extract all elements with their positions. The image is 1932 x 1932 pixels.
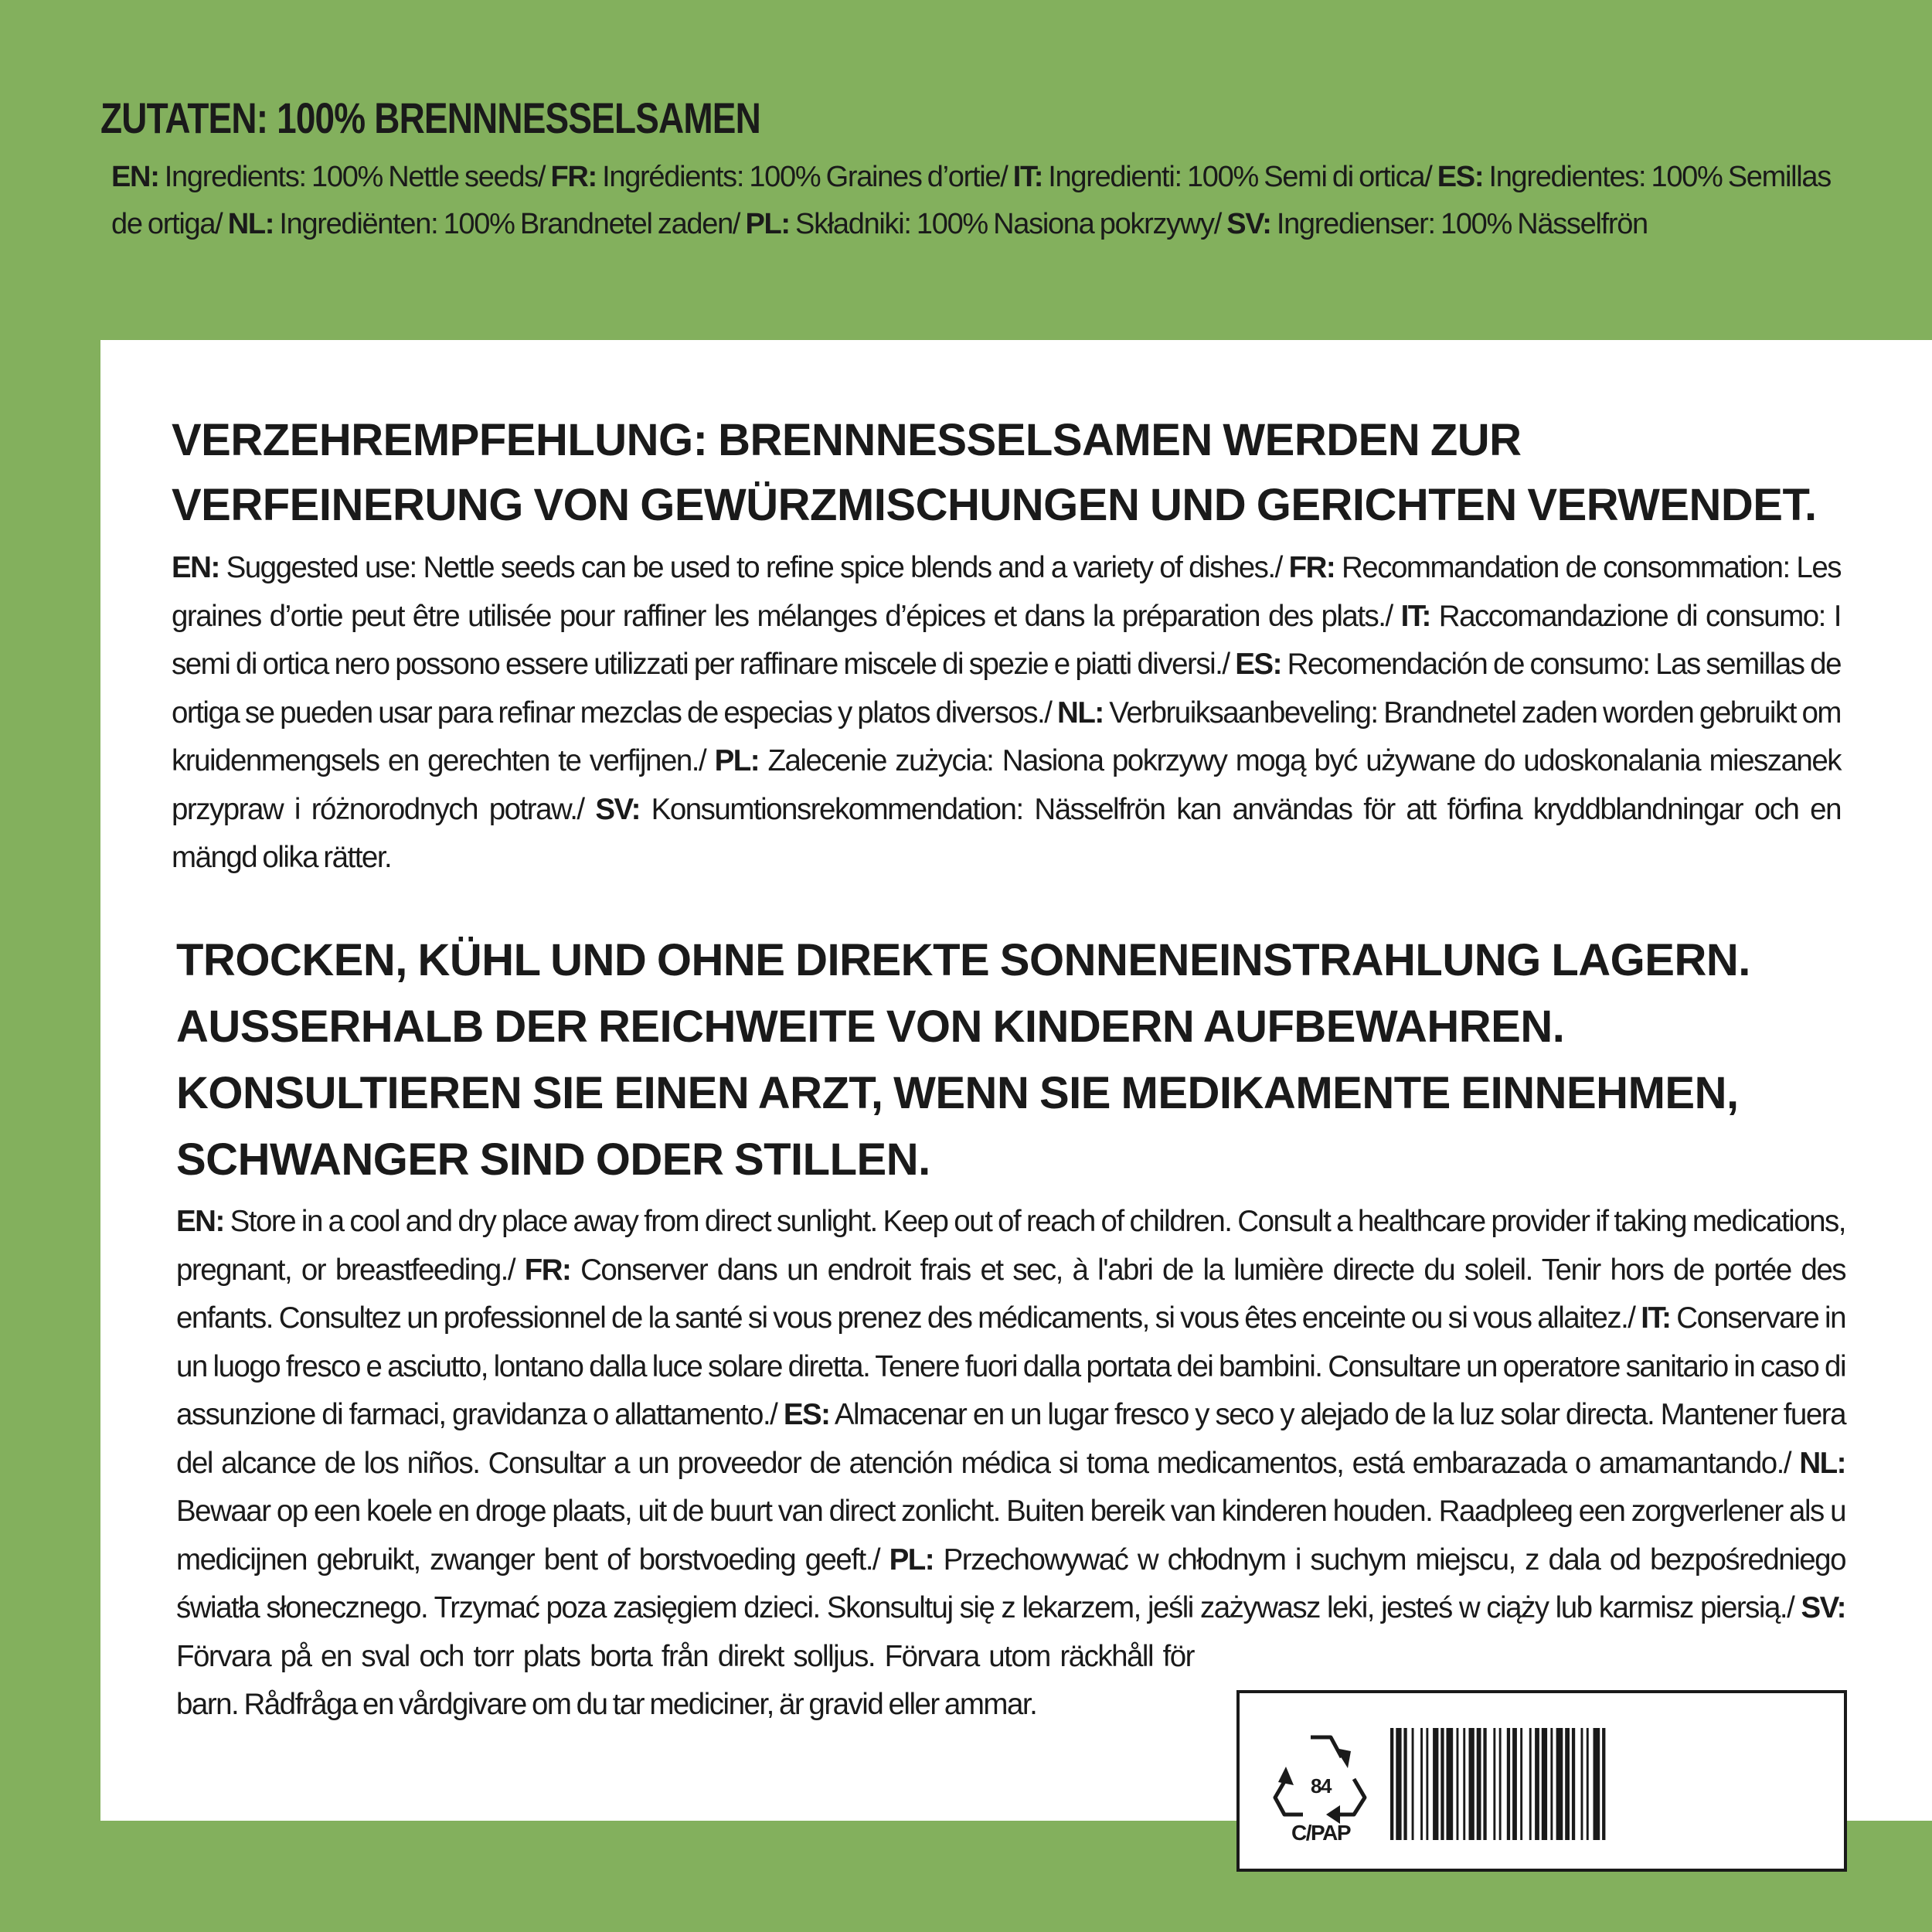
barcode-bar (1469, 1728, 1475, 1840)
barcode-bar (1602, 1728, 1605, 1840)
recycling-symbol-icon (1270, 1728, 1371, 1844)
packaging-info-box (1236, 1690, 1847, 1872)
usage-text-en: Suggested use: Nettle seeds can be used to refine spice blends and a variety of dishes./ (219, 551, 1289, 584)
lang-code-it: IT: (1641, 1301, 1671, 1335)
barcode-bar (1493, 1728, 1495, 1840)
ingredients-section (100, 93, 1855, 248)
barcode-bar (1587, 1728, 1589, 1840)
barcode-bar (1447, 1728, 1454, 1840)
lang-code-pl: PL: (745, 208, 790, 240)
barcode-bar (1433, 1728, 1438, 1840)
storage-text-sv: Förvara på en sval och torr plats borta från direkt solljus. Förvara utom räckhåll för barn. Rådfråga en vårdgivare om du tar mediciner, är gravid eller ammar. (176, 1639, 1194, 1721)
storage-text-es: Almacenar en un lugar fresco y seco y alejado de la luz solar directa. Mantener fuera del alcance de los niños. Consultar a un proveedor de atención médica si toma medicamentos, está embarazada o amamantando./ (176, 1398, 1845, 1480)
lang-code-fr: FR: (550, 161, 597, 193)
ingredients-text-it: Ingredienti: 100% Semi di ortica/ (1043, 161, 1437, 193)
ingredients-text-pl: Składniki: 100% Nasiona pokrzywy/ (789, 208, 1227, 240)
barcode-bar (1463, 1728, 1465, 1840)
recycling-code: C/PAP (1291, 1820, 1350, 1844)
usage-translations (172, 544, 1841, 883)
ingredients-text-nl: Ingrediënten: 100% Brandnetel zaden/ (274, 208, 746, 240)
recycling-number: 84 (1311, 1774, 1331, 1798)
barcode-bar (1572, 1728, 1575, 1840)
ingredients-heading: ZUTATEN: 100% BRENNNESSELSAMEN (100, 94, 760, 142)
label-panel (100, 340, 1932, 1844)
barcode-bar (1396, 1728, 1401, 1840)
lang-code-en: EN: (111, 161, 159, 193)
storage-section (176, 927, 1845, 1872)
lang-code-es: ES: (1235, 648, 1281, 681)
lang-code-pl: PL: (714, 744, 760, 777)
barcode-bar (1390, 1728, 1393, 1840)
lang-code-nl: NL: (1057, 696, 1104, 730)
lang-code-sv: SV: (1801, 1591, 1845, 1624)
storage-text-pl: Przechowywać w chłodnym i suchym miejscu, z dala od bezpośredniego światła słonecznego. Trzymać poza zasięgiem dzieci. Skonsultuj się z lekarzem, jeśli zażywasz leki, jesteś w ciąży lub karmisz piersią./ (176, 1543, 1846, 1624)
usage-section (172, 408, 1841, 883)
usage-text-fr: Recommandation de consommation: Les graines d’ortie peut être utilisée pour raffiner les mélanges d’épices et dans la préparation des plats./ (172, 551, 1841, 633)
barcode-bar (1594, 1728, 1600, 1840)
barcode-bar (1581, 1728, 1583, 1840)
lang-code-pl: PL: (889, 1543, 934, 1577)
usage-text-nl: Verbruiksaanbeveling: Brandnetel zaden worden gebruikt om kruidenmengsels en gerechten te verfijnen./ (172, 696, 1841, 777)
barcode-bar (1520, 1728, 1522, 1840)
lang-code-en: EN: (176, 1205, 224, 1238)
barcode-bar (1412, 1728, 1414, 1840)
barcode-bar (1426, 1728, 1428, 1840)
storage-heading: TROCKEN, KÜHL UND OHNE DIREKTE SONNENEINSTRAHLUNG LAGERN. AUSSERHALB DER REICHWEITE VON KINDERN AUFBEWAHREN. KONSULTIEREN SIE EINEN ARZT, WENN SIE MEDIKAMENTE EINNEHMEN, SCHWANGER SIND ODER STILLEN. (176, 935, 1750, 1185)
ingredients-text-sv: Ingredienser: 100% Nässelfrön (1270, 208, 1648, 240)
lang-code-es: ES: (783, 1398, 830, 1431)
barcode-bar (1420, 1728, 1423, 1840)
barcode-bar (1550, 1728, 1553, 1840)
lang-code-es: ES: (1437, 161, 1484, 193)
ingredients-text-fr: Ingrédients: 100% Graines d’ortie/ (596, 161, 1013, 193)
ingredients-text-en: Ingredients: 100% Nettle seeds/ (158, 161, 551, 193)
usage-text-es: Recomendación de consumo: Las semillas de ortiga se pueden usar para refinar mezclas de especias y platos diversos./ (172, 648, 1841, 730)
barcode (1390, 1728, 1823, 1840)
lang-code-sv: SV: (1226, 208, 1271, 240)
barcode-bar (1512, 1728, 1517, 1840)
usage-text-it: Raccomandazione di consumo: I semi di ortica nero possono essere utilizzati per raffinare miscele di spezie e piatti diversi./ (172, 599, 1841, 681)
storage-text-fr: Conserver dans un endroit frais et sec, à l'abri de la lumière directe du soleil. Tenir hors de portée des enfants. Consultez un professionnel de la santé si vous prenez des médicaments, si vous êtes enceinte ou si vous allaitez./ (176, 1253, 1846, 1335)
lang-code-nl: NL: (227, 208, 274, 240)
lang-code-it: IT: (1012, 161, 1043, 193)
ingredients-text-es: Ingredientes: 100% Semillas de ortiga/ (111, 161, 1831, 240)
lang-code-fr: FR: (1288, 551, 1335, 584)
barcode-bar (1535, 1728, 1539, 1840)
storage-text-nl: Bewaar op een koele en droge plaats, uit de buurt van direct zonlicht. Buiten bereik van kinderen houden. Raadpleeg een zorgverlener als u medicijnen gebruikt, zwanger bent of borstvoeding geeft./ (176, 1495, 1845, 1577)
lang-code-en: EN: (172, 551, 219, 584)
barcode-bar (1565, 1728, 1570, 1840)
barcode-bar (1457, 1728, 1459, 1840)
lang-code-fr: FR: (524, 1253, 571, 1287)
barcode-bar (1403, 1728, 1406, 1840)
barcode-bar (1477, 1728, 1481, 1840)
barcode-bar (1499, 1728, 1502, 1840)
barcode-bar (1507, 1728, 1510, 1840)
lang-code-sv: SV: (595, 792, 640, 826)
usage-heading: VERZEHREMPFEHLUNG: BRENNNESSELSAMEN WERDEN ZUR VERFEINERUNG VON GEWÜRZMISCHUNGEN UND GERICHTEN VERWENDET. (172, 415, 1817, 530)
barcode-bar (1483, 1728, 1486, 1840)
usage-text-sv: Konsumtionsrekommendation: Nässelfrön kan användas för att förfina kryddblandningar och en mängd olika rätter. (172, 792, 1841, 874)
barcode-bar (1556, 1728, 1563, 1840)
barcode-bar (1529, 1728, 1532, 1840)
storage-translations (176, 1198, 1846, 1844)
lang-code-nl: NL: (1799, 1446, 1845, 1480)
storage-text-en: Store in a cool and dry place away from direct sunlight. Keep out of reach of children. Consult a healthcare provider if taking medications, pregnant, or breastfeeding./ (176, 1205, 1845, 1287)
lang-code-it: IT: (1400, 599, 1430, 633)
storage-text-it: Conservare in un luogo fresco e asciutto, lontano dalla luce solare diretta. Tenere fuori dalla portata dei bambini. Consultare un operatore sanitario in caso di assunzione di farmaci, gravidanza o allattamento./ (176, 1301, 1845, 1431)
ingredients-translations (111, 154, 1855, 248)
barcode-bar (1542, 1728, 1547, 1840)
usage-text-pl: Zalecenie zużycia: Nasiona pokrzywy mogą być używane do udoskonalania mieszanek przypraw i różnorodnych potraw./ (172, 744, 1841, 826)
barcode-bar (1440, 1728, 1444, 1840)
